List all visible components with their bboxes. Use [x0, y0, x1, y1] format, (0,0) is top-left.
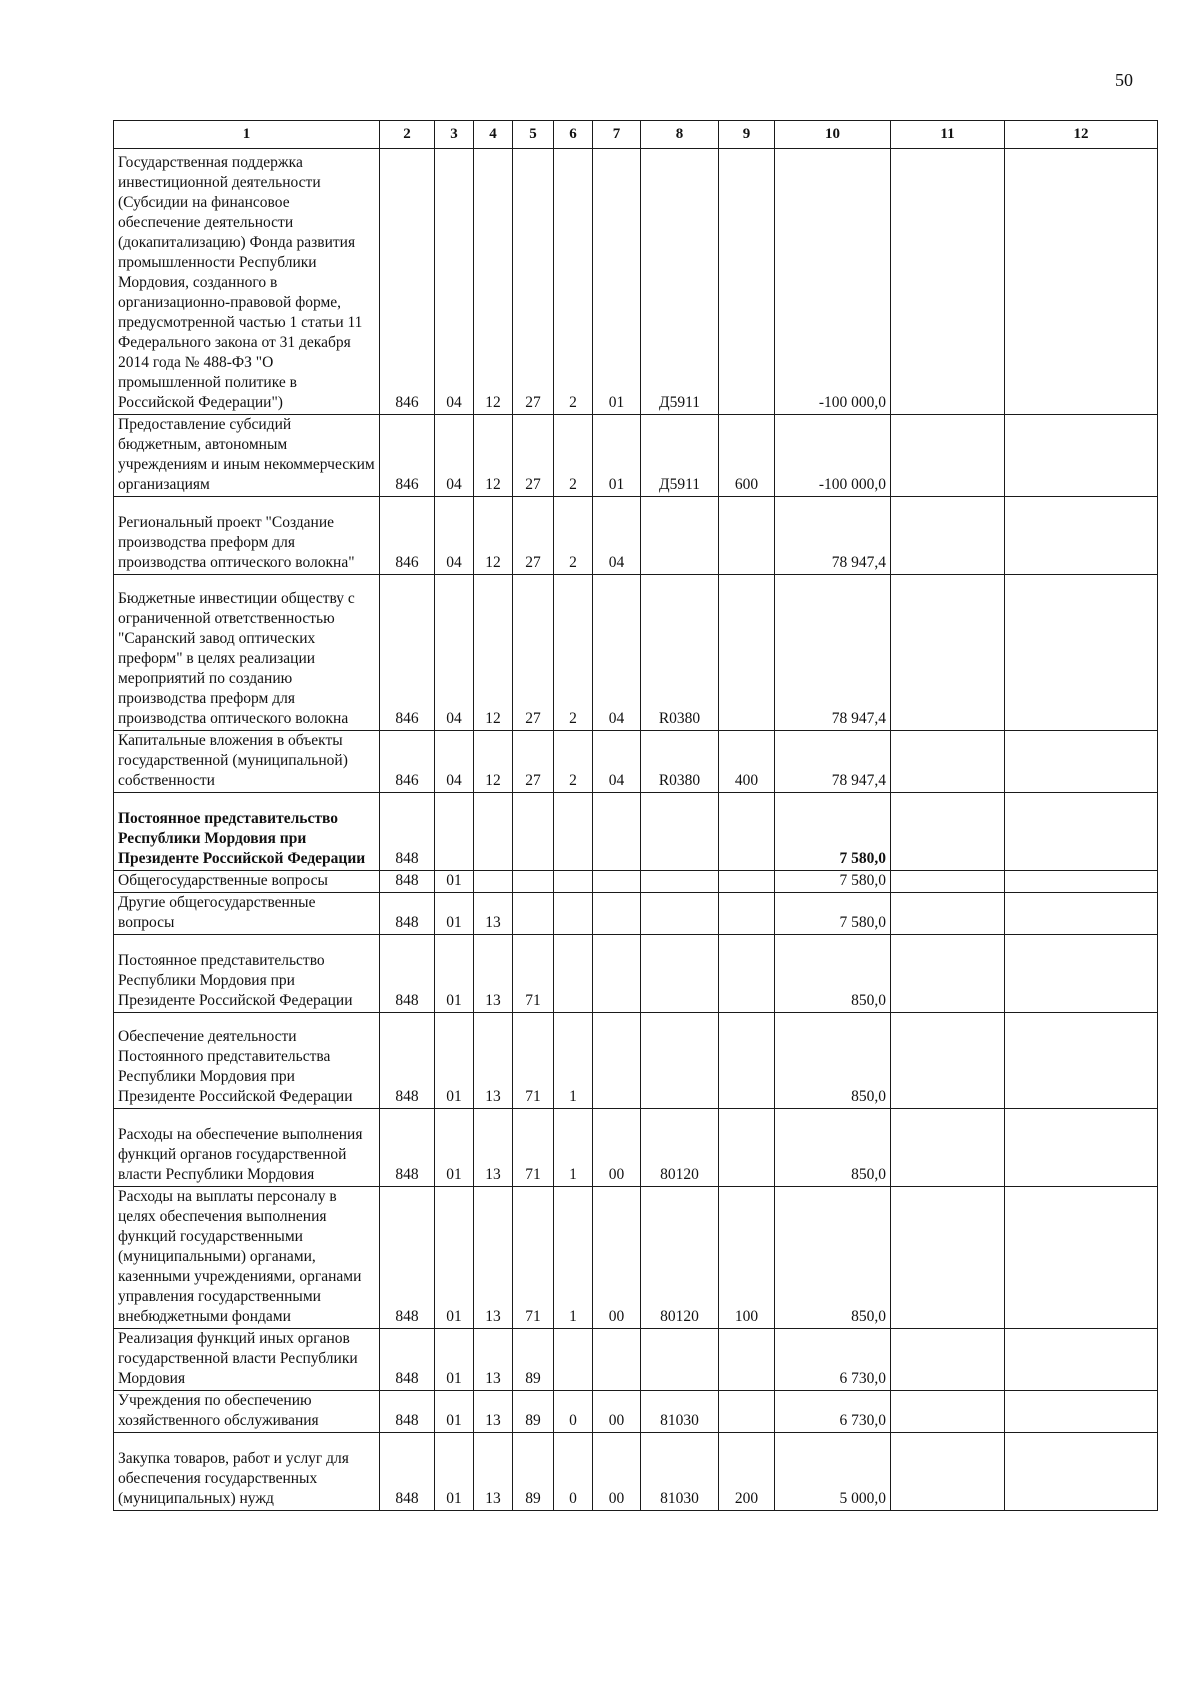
expense-type-cell — [719, 935, 775, 1013]
subprogram-cell: 0 — [554, 1433, 593, 1511]
col11-cell — [891, 1013, 1005, 1109]
col11-cell — [891, 1329, 1005, 1391]
subsection-cell: 12 — [474, 731, 513, 793]
direction-cell — [641, 1013, 719, 1109]
col11-cell — [891, 1391, 1005, 1433]
section-cell: 04 — [435, 415, 474, 497]
program-cell: 89 — [513, 1329, 554, 1391]
program-cell: 71 — [513, 1187, 554, 1329]
item-name-cell: Другие общегосударственные вопросы — [114, 893, 380, 935]
direction-cell: Д5911 — [641, 415, 719, 497]
amount-cell: 850,0 — [775, 1013, 891, 1109]
code-cell: 846 — [380, 149, 435, 415]
section-cell: 01 — [435, 1329, 474, 1391]
col12-cell — [1005, 731, 1158, 793]
event-cell — [593, 1013, 641, 1109]
table-row — [114, 1187, 1158, 1329]
direction-cell: 81030 — [641, 1433, 719, 1511]
event-cell — [593, 935, 641, 1013]
item-name-cell: Постоянное представительство Республики Мордовия при Президенте Российской Федерации — [114, 935, 380, 1013]
expense-type-cell — [719, 149, 775, 415]
section-cell: 01 — [435, 1109, 474, 1187]
table-row — [114, 1433, 1158, 1511]
table-row — [114, 1329, 1158, 1391]
program-cell: 27 — [513, 575, 554, 731]
expense-type-cell: 600 — [719, 415, 775, 497]
program-cell: 27 — [513, 731, 554, 793]
amount-cell: 850,0 — [775, 1187, 891, 1329]
event-cell: 04 — [593, 497, 641, 575]
column-header: 11 — [891, 121, 1005, 149]
code-cell: 848 — [380, 871, 435, 893]
subprogram-cell — [554, 871, 593, 893]
subsection-cell: 12 — [474, 575, 513, 731]
subsection-cell: 13 — [474, 893, 513, 935]
expense-type-cell — [719, 575, 775, 731]
code-cell: 848 — [380, 1329, 435, 1391]
col12-cell — [1005, 1013, 1158, 1109]
item-name-cell: Капитальные вложения в объекты государственной (муниципальной) собственности — [114, 731, 380, 793]
table-row — [114, 415, 1158, 497]
amount-cell: 6 730,0 — [775, 1391, 891, 1433]
code-cell: 848 — [380, 1013, 435, 1109]
direction-cell — [641, 893, 719, 935]
subprogram-cell — [554, 893, 593, 935]
subprogram-cell: 2 — [554, 497, 593, 575]
section-cell: 01 — [435, 893, 474, 935]
amount-cell: -100 000,0 — [775, 415, 891, 497]
amount-cell: -100 000,0 — [775, 149, 891, 415]
code-cell: 848 — [380, 893, 435, 935]
col11-cell — [891, 1187, 1005, 1329]
direction-cell — [641, 793, 719, 871]
code-cell: 848 — [380, 1109, 435, 1187]
code-cell: 848 — [380, 935, 435, 1013]
section-cell: 04 — [435, 149, 474, 415]
code-cell: 848 — [380, 1391, 435, 1433]
item-name-cell: Государственная поддержка инвестиционной деятельности (Субсидии на финансовое обеспечение деятельности (докапитализацию) Фонда развития промышленности Республики Мордовия, созданного в организационно-правовой форме, предусмотренной частью 1 статьи 11 Федерального закона от 31 декабря 2014 года № 488-ФЗ "О промышленной политике в Российской Федерации") — [114, 149, 380, 415]
amount-cell: 78 947,4 — [775, 575, 891, 731]
section-cell: 01 — [435, 935, 474, 1013]
section-cell — [435, 793, 474, 871]
subprogram-cell: 1 — [554, 1013, 593, 1109]
subsection-cell: 13 — [474, 1013, 513, 1109]
item-name-cell: Расходы на выплаты персоналу в целях обеспечения выполнения функций государственными (муниципальными) органами, казенными учреждениями, органами управления государственными внебюджетными фондами — [114, 1187, 380, 1329]
direction-cell: 81030 — [641, 1391, 719, 1433]
amount-cell: 78 947,4 — [775, 731, 891, 793]
program-cell: 71 — [513, 1013, 554, 1109]
section-cell: 04 — [435, 575, 474, 731]
column-header: 9 — [719, 121, 775, 149]
event-cell: 01 — [593, 415, 641, 497]
col12-cell — [1005, 793, 1158, 871]
subprogram-cell — [554, 935, 593, 1013]
direction-cell: R0380 — [641, 575, 719, 731]
program-cell — [513, 893, 554, 935]
event-cell: 04 — [593, 575, 641, 731]
column-header: 12 — [1005, 121, 1158, 149]
event-cell: 00 — [593, 1433, 641, 1511]
column-header: 10 — [775, 121, 891, 149]
direction-cell: R0380 — [641, 731, 719, 793]
col12-cell — [1005, 1187, 1158, 1329]
subsection-cell: 13 — [474, 1187, 513, 1329]
col11-cell — [891, 935, 1005, 1013]
subsection-cell — [474, 793, 513, 871]
amount-cell: 7 580,0 — [775, 793, 891, 871]
section-cell: 04 — [435, 497, 474, 575]
col11-cell — [891, 415, 1005, 497]
amount-cell: 7 580,0 — [775, 871, 891, 893]
table-row — [114, 575, 1158, 731]
direction-cell — [641, 1329, 719, 1391]
table-row — [114, 731, 1158, 793]
event-cell — [593, 871, 641, 893]
event-cell — [593, 1329, 641, 1391]
column-header: 6 — [554, 121, 593, 149]
direction-cell: Д5911 — [641, 149, 719, 415]
col12-cell — [1005, 149, 1158, 415]
item-name-cell: Закупка товаров, работ и услуг для обеспечения государственных (муниципальных) нужд — [114, 1433, 380, 1511]
section-cell: 01 — [435, 1433, 474, 1511]
program-cell: 71 — [513, 935, 554, 1013]
col12-cell — [1005, 935, 1158, 1013]
section-cell: 01 — [435, 1013, 474, 1109]
subprogram-cell — [554, 1329, 593, 1391]
column-header: 5 — [513, 121, 554, 149]
column-header: 4 — [474, 121, 513, 149]
table-row — [114, 935, 1158, 1013]
program-cell: 89 — [513, 1391, 554, 1433]
col11-cell — [891, 575, 1005, 731]
section-cell: 01 — [435, 1391, 474, 1433]
amount-cell: 5 000,0 — [775, 1433, 891, 1511]
item-name-cell: Реализация функций иных органов государственной власти Республики Мордовия — [114, 1329, 380, 1391]
col11-cell — [891, 497, 1005, 575]
subsection-cell: 13 — [474, 1391, 513, 1433]
table-row — [114, 1109, 1158, 1187]
program-cell: 89 — [513, 1433, 554, 1511]
code-cell: 846 — [380, 497, 435, 575]
direction-cell — [641, 935, 719, 1013]
table-row — [114, 871, 1158, 893]
subprogram-cell: 2 — [554, 149, 593, 415]
event-cell: 00 — [593, 1391, 641, 1433]
budget-table — [113, 120, 1158, 1511]
direction-cell — [641, 497, 719, 575]
expense-type-cell: 100 — [719, 1187, 775, 1329]
event-cell: 01 — [593, 149, 641, 415]
direction-cell — [641, 871, 719, 893]
column-header: 2 — [380, 121, 435, 149]
subprogram-cell: 1 — [554, 1109, 593, 1187]
subsection-cell: 13 — [474, 1109, 513, 1187]
item-name-cell: Региональный проект "Создание производства преформ для производства оптического волокна" — [114, 497, 380, 575]
item-name-cell: Предоставление субсидий бюджетным, автономным учреждениям и иным некоммерческим организациям — [114, 415, 380, 497]
col11-cell — [891, 793, 1005, 871]
subsection-cell: 13 — [474, 935, 513, 1013]
item-name-cell: Учреждения по обеспечению хозяйственного обслуживания — [114, 1391, 380, 1433]
expense-type-cell — [719, 871, 775, 893]
expense-type-cell — [719, 1109, 775, 1187]
section-cell: 01 — [435, 871, 474, 893]
item-name-cell: Общегосударственные вопросы — [114, 871, 380, 893]
col11-cell — [891, 1109, 1005, 1187]
expense-type-cell — [719, 893, 775, 935]
expense-type-cell — [719, 1013, 775, 1109]
event-cell — [593, 893, 641, 935]
table-row — [114, 497, 1158, 575]
subprogram-cell: 2 — [554, 415, 593, 497]
code-cell: 846 — [380, 575, 435, 731]
program-cell: 27 — [513, 149, 554, 415]
subprogram-cell: 1 — [554, 1187, 593, 1329]
subsection-cell: 12 — [474, 415, 513, 497]
code-cell: 846 — [380, 731, 435, 793]
column-header: 7 — [593, 121, 641, 149]
amount-cell: 850,0 — [775, 935, 891, 1013]
subsection-cell: 13 — [474, 1329, 513, 1391]
code-cell: 848 — [380, 1187, 435, 1329]
col12-cell — [1005, 415, 1158, 497]
column-header: 1 — [114, 121, 380, 149]
amount-cell: 850,0 — [775, 1109, 891, 1187]
col11-cell — [891, 893, 1005, 935]
section-cell: 01 — [435, 1187, 474, 1329]
subsection-cell — [474, 871, 513, 893]
col12-cell — [1005, 893, 1158, 935]
expense-type-cell — [719, 497, 775, 575]
col12-cell — [1005, 1109, 1158, 1187]
table-row — [114, 1391, 1158, 1433]
col12-cell — [1005, 575, 1158, 731]
subsection-cell: 12 — [474, 497, 513, 575]
page-number: 50 — [1115, 70, 1133, 90]
table-row — [114, 893, 1158, 935]
code-cell: 848 — [380, 1433, 435, 1511]
expense-type-cell — [719, 793, 775, 871]
program-cell — [513, 793, 554, 871]
subprogram-cell: 2 — [554, 575, 593, 731]
col11-cell — [891, 871, 1005, 893]
table-body — [114, 149, 1158, 1511]
col11-cell — [891, 149, 1005, 415]
table-row — [114, 793, 1158, 871]
subsection-cell: 12 — [474, 149, 513, 415]
col12-cell — [1005, 871, 1158, 893]
direction-cell: 80120 — [641, 1187, 719, 1329]
event-cell: 04 — [593, 731, 641, 793]
program-cell — [513, 871, 554, 893]
amount-cell: 7 580,0 — [775, 893, 891, 935]
event-cell — [593, 793, 641, 871]
col12-cell — [1005, 1433, 1158, 1511]
table-row — [114, 149, 1158, 415]
code-cell: 846 — [380, 415, 435, 497]
expense-type-cell — [719, 1391, 775, 1433]
column-header: 8 — [641, 121, 719, 149]
col12-cell — [1005, 1329, 1158, 1391]
item-name-cell: Постоянное представительство Республики Мордовия при Президенте Российской Федерации — [114, 793, 380, 871]
program-cell: 71 — [513, 1109, 554, 1187]
item-name-cell: Обеспечение деятельности Постоянного представительства Республики Мордовия при Президенте Российской Федерации — [114, 1013, 380, 1109]
subprogram-cell — [554, 793, 593, 871]
col11-cell — [891, 731, 1005, 793]
table-row — [114, 1013, 1158, 1109]
amount-cell: 78 947,4 — [775, 497, 891, 575]
item-name-cell: Расходы на обеспечение выполнения функций органов государственной власти Республики Мордовия — [114, 1109, 380, 1187]
subprogram-cell: 2 — [554, 731, 593, 793]
direction-cell: 80120 — [641, 1109, 719, 1187]
subprogram-cell: 0 — [554, 1391, 593, 1433]
code-cell: 848 — [380, 793, 435, 871]
program-cell: 27 — [513, 415, 554, 497]
expense-type-cell: 400 — [719, 731, 775, 793]
header-row — [114, 121, 1158, 149]
amount-cell: 6 730,0 — [775, 1329, 891, 1391]
col12-cell — [1005, 497, 1158, 575]
column-header: 3 — [435, 121, 474, 149]
event-cell: 00 — [593, 1187, 641, 1329]
expense-type-cell: 200 — [719, 1433, 775, 1511]
col11-cell — [891, 1433, 1005, 1511]
section-cell: 04 — [435, 731, 474, 793]
subsection-cell: 13 — [474, 1433, 513, 1511]
item-name-cell: Бюджетные инвестиции обществу с ограниченной ответственностью "Саранский завод оптических преформ" в целях реализации мероприятий по созданию производства преформ для производства оптического волокна — [114, 575, 380, 731]
expense-type-cell — [719, 1329, 775, 1391]
col12-cell — [1005, 1391, 1158, 1433]
program-cell: 27 — [513, 497, 554, 575]
event-cell: 00 — [593, 1109, 641, 1187]
